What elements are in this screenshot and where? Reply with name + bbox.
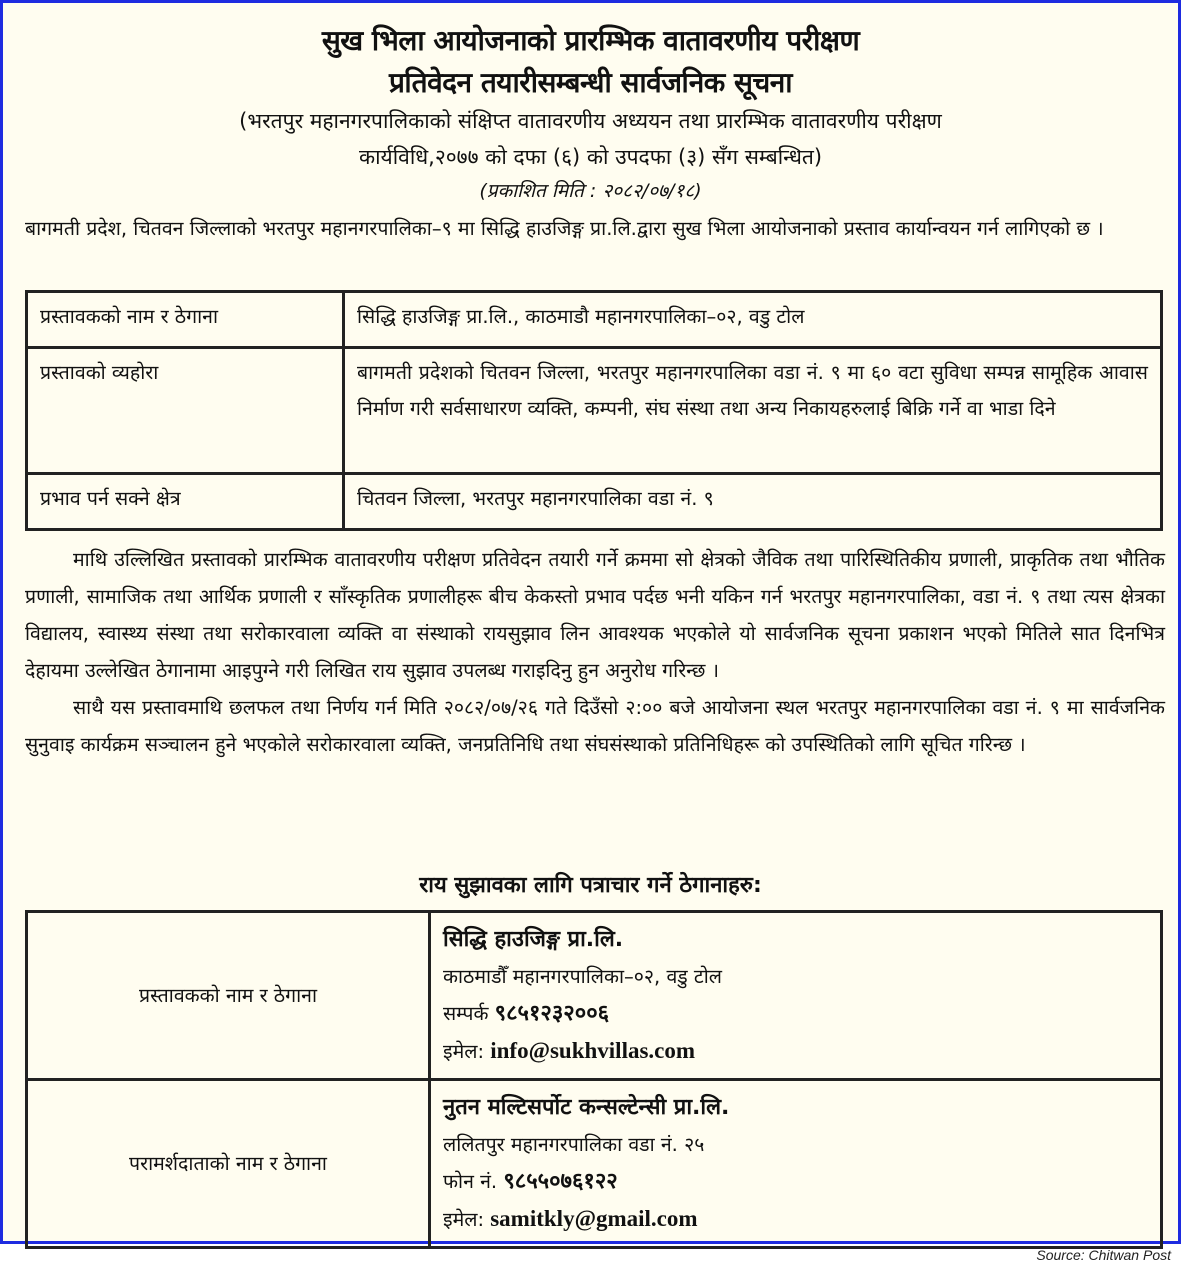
address-table	[25, 910, 1163, 1249]
row-value: चितवन जिल्ला, भरतपुर महानगरपालिका वडा नं. ९	[344, 474, 1162, 530]
address-heading: राय सुझावका लागि पत्राचार गर्ने ठेगानाहरु:	[419, 873, 762, 898]
row-label: प्रस्तावकको नाम र ठेगाना	[27, 912, 430, 1080]
published-date: (प्रकाशित मिति : २०८२/०७/१८)	[479, 180, 702, 202]
contact-number: ९८५१२३२००६	[494, 1001, 610, 1026]
table-row	[27, 1080, 1162, 1248]
contact-label: सम्पर्क	[443, 1002, 489, 1025]
row-value: बागमती प्रदेशको चितवन जिल्ला, भरतपुर महानगरपालिका वडा नं. ९ मा ६० वटा सुविधा सम्पन्न सामूहिक आवास निर्माण गरी सर्वसाधारण व्यक्ति, कम्पनी, संघ संस्था तथा अन्य निकायहरुलाई बिक्रि गर्ने वा भाडा दिने	[344, 348, 1162, 474]
project-info-table	[25, 290, 1163, 531]
email-label: इमेल:	[443, 1040, 485, 1063]
contact-number: ९८५५०७६१२२	[503, 1169, 618, 1194]
body-paragraph-2: साथै यस प्रस्तावमाथि छलफल तथा निर्णय गर्न मिति २०८२/०७/२६ गते दिउँसो २:०० बजे आयोजना स्थल भरतपुर महानगरपालिका वडा नं. ९ मा सार्वजनिक सुनुवाइ कार्यक्रम सञ्चालन हुने भएकोले सरोकारवाला व्यक्ति, जनप्रतिनिधि तथा संघसंस्थाको प्रतिनिधिहरू को उपस्थितिको लागि सूचित गरिन्छ ।	[25, 696, 1165, 756]
source-credit: Source: Chitwan Post	[1036, 1247, 1171, 1263]
notice-subtitle-line-1: (भरतपुर महानगरपालिकाको संक्षिप्त वातावरणीय अध्ययन तथा प्रारम्भिक वातावरणीय परीक्षण	[239, 109, 942, 133]
table-row	[27, 348, 1162, 474]
org-address: काठमाडौँ महानगरपालिका–०२, वडु टोल	[443, 965, 723, 988]
notice-title-line-2: प्रतिवेदन तयारीसम्बन्धी सार्वजनिक सूचना	[388, 66, 793, 99]
row-value: सिद्धि हाउजिङ्ग प्रा.लि., काठमाडौ महानगरपालिका–०२, वडु टोल	[344, 292, 1162, 348]
row-label: प्रभाव पर्न सक्ने क्षेत्र	[27, 474, 344, 530]
org-name: सिद्धि हाउजिङ्ग प्रा.लि.	[443, 927, 624, 952]
row-value	[430, 912, 1162, 1080]
row-label: प्रस्तावको व्यहोरा	[27, 348, 344, 474]
email-address[interactable]: samitkly@gmail.com	[490, 1206, 698, 1231]
notice-title-line-1: सुख भिला आयोजनाको प्रारम्भिक वातावरणीय परीक्षण	[321, 24, 860, 57]
table-row	[27, 292, 1162, 348]
body-paragraph-1: माथि उल्लिखित प्रस्तावको प्रारम्भिक वातावरणीय परीक्षण प्रतिवेदन तयारी गर्ने क्रममा सो क्षेत्रको जैविक तथा पारिस्थितिकीय प्रणाली, प्राकृतिक तथा भौतिक प्रणाली, सामाजिक तथा आर्थिक प्रणाली र साँस्कृतिक प्रणालीहरू बीच केकस्तो प्रभाव पर्दछ भनी यकिन गर्न भरतपुर महानगरपालिका, वडा नं. ९ तथा त्यस क्षेत्रका विद्यालय, स्वास्थ्य संस्था तथा सरोकारवाला व्यक्ति वा संस्थाको रायसुझाव लिन आवश्यक भएकोले यो सार्वजनिक सूचना प्रकाशन भएको मितिले सात दिनभित्र देहायमा उल्लेखित ठेगानामा आइपुग्ने गरी लिखित राय सुझाव उपलब्ध गराइदिनु हुन अनुरोध गरिन्छ ।	[25, 548, 1165, 682]
row-label: परामर्शदाताको नाम र ठेगाना	[27, 1080, 430, 1248]
email-label: इमेल:	[443, 1208, 485, 1231]
org-address: ललितपुर महानगरपालिका वडा नं. २५	[443, 1133, 705, 1156]
notice-body	[25, 541, 1165, 763]
table-row	[27, 912, 1162, 1080]
contact-label: फोन नं.	[443, 1170, 498, 1193]
org-name: नुतन मल्टिसर्पोट कन्सल्टेन्सी प्रा.लि.	[443, 1095, 730, 1120]
email-address[interactable]: info@sukhvillas.com	[490, 1038, 696, 1063]
table-row	[27, 474, 1162, 530]
intro-paragraph: बागमती प्रदेश, चितवन जिल्लाको भरतपुर महानगरपालिका–९ मा सिद्धि हाउजिङ्ग प्रा.लि.द्वारा सुख भिला आयोजनाको प्रस्ताव कार्यान्वयन गर्न लागिएको छ ।	[25, 217, 1104, 240]
row-label: प्रस्तावकको नाम र ठेगाना	[27, 292, 344, 348]
notice-subtitle-line-2: कार्यविधि,२०७७ को दफा (६) को उपदफा (३) सँग सम्बन्धित)	[358, 145, 823, 169]
row-value	[430, 1080, 1162, 1248]
